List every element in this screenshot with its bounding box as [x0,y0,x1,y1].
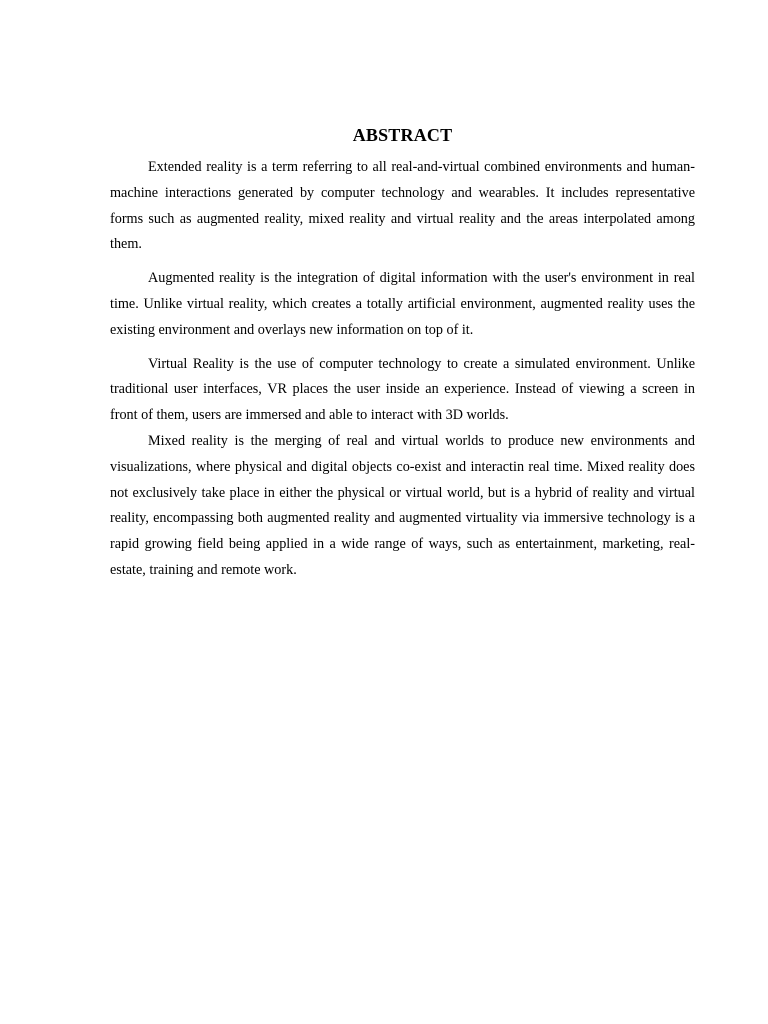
paragraph-augmented-reality: Augmented reality is the integration of digital information with the user's environment in real time. Unlike virtual reality, which creates a totally artificial environment, augmented reality uses the existing environment and overlays new information on top of it. [110,270,695,338]
abstract-section [110,122,695,584]
abstract-title: ABSTRACT [352,125,453,145]
paragraph-mixed-reality: Mixed reality is the merging of real and virtual worlds to produce new environments and visualizations, where physical and digital objects co-exist and interactin real time. Mixed reality does not exclusively take place in either the physical or virtual world, but is a hybrid of reality and virtual reality, encompassing both augmented reality and augmented virtuality via immersive technology is a rapid growing field being applied in a wide range of ways, such as entertainment, marketing, real-estate, training and remote work. [110,432,695,578]
paragraph-extended-reality: Extended reality is a term referring to all real-and-virtual combined environments and human-machine interactions generated by computer technology and wearables. It includes representative forms such as augmented reality, mixed reality and virtual reality and the areas interpolated among them. [110,159,695,253]
paragraph-virtual-reality: Virtual Reality is the use of computer technology to create a simulated environment. Unlike traditional user interfaces, VR places the user inside an experience. Instead of viewing a screen in front of them, users are immersed and able to interact with 3D worlds. [110,355,695,424]
